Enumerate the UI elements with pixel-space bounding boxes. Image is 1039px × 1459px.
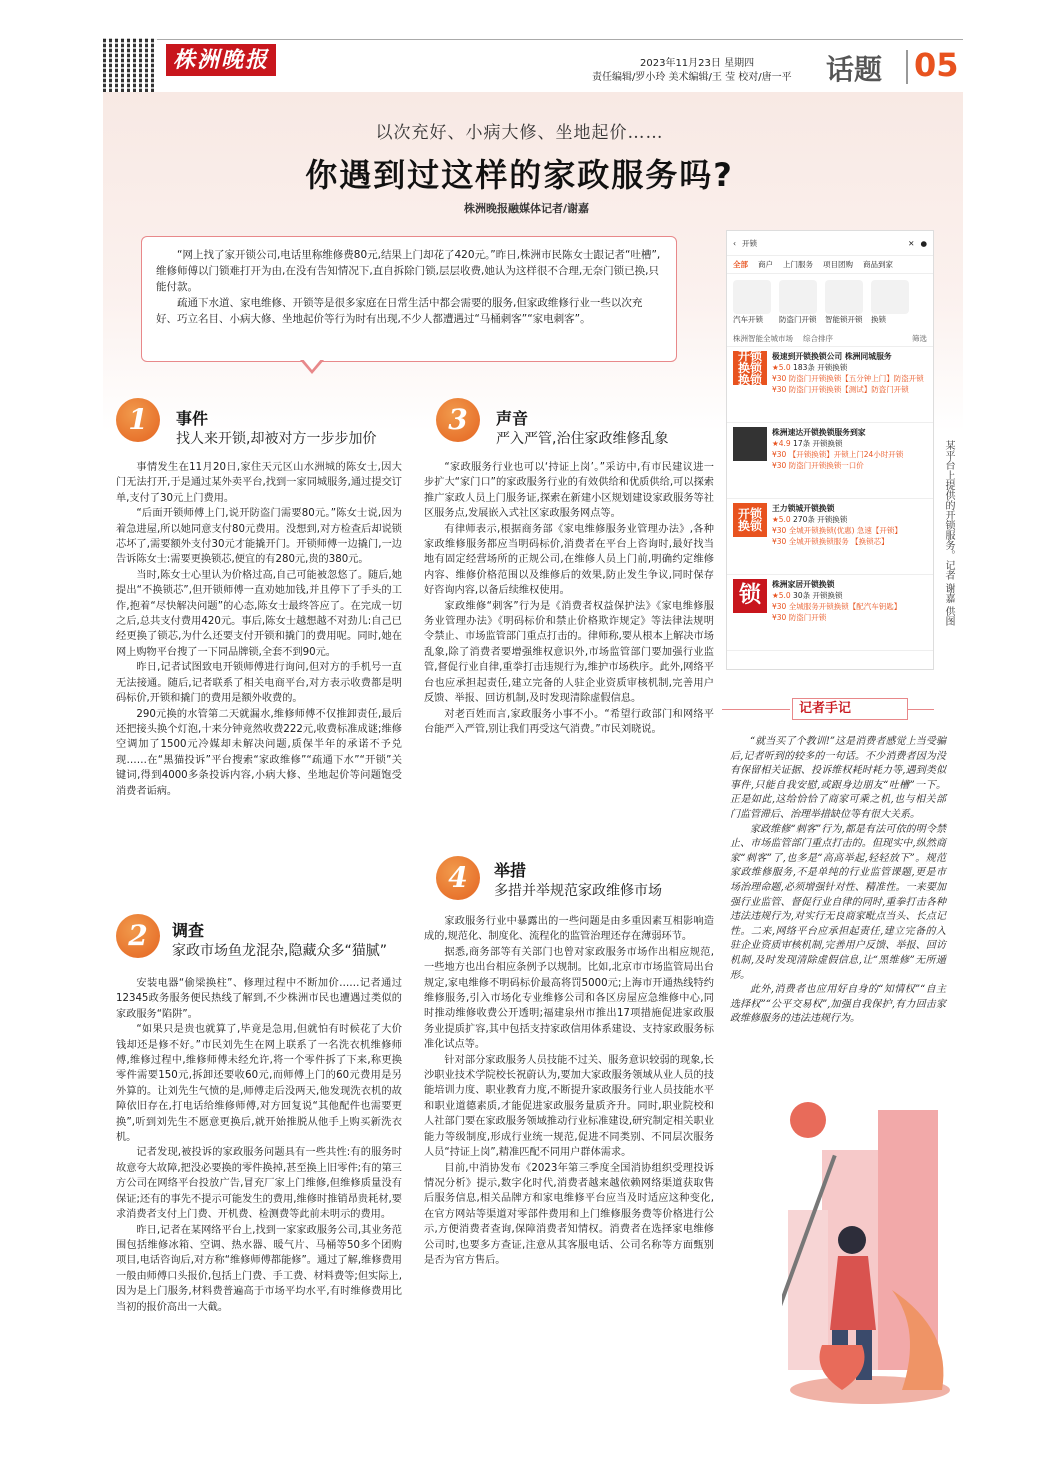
phone-tabs bbox=[727, 256, 933, 274]
section-name: 话题 bbox=[826, 53, 883, 86]
phone-category-row bbox=[727, 274, 933, 331]
phone-category: 防盗门开锁 bbox=[779, 280, 817, 325]
phone-shop-item: 开锁 换锁 王力锁城开锁换锁 ★5.0 270条 开锁换锁 ¥30 全城开锁换锁(优惠) 急速【开锁】 ¥30 全城开锁换锁服务 【换锁芯】 bbox=[727, 499, 933, 575]
section-body bbox=[116, 460, 402, 799]
section-body bbox=[424, 460, 714, 737]
section-title: 调查 bbox=[172, 921, 205, 940]
notes-title: 记者手记 bbox=[792, 698, 908, 720]
phone-tab: 商品到家 bbox=[863, 260, 893, 269]
kicker: 以次充好、小病大修、坐地起价…… bbox=[375, 123, 664, 143]
header-divider bbox=[906, 50, 908, 84]
lock-icon bbox=[733, 280, 771, 314]
close-icon: ✕ bbox=[908, 238, 915, 248]
notes-rule bbox=[908, 709, 934, 710]
paragraph: “家政服务行业也可以‘持证上岗’。”采访中,有市民建议进一步扩大“家门口”的家政服务行业的有效供给和优质供给,可以探索推广家政人员上门服务证,探索在新建小区规划建设家政服务等社区服务点,发展嵌入式社区家政服务网点等。 bbox=[424, 462, 714, 520]
paragraph: 家政服务行业中暴露出的一些问题是由多重因素互相影响造成的,规范化、制度化、流程化的监管治理还存在薄弱环节。 bbox=[424, 916, 714, 943]
phone-shop-item: 开锁 换锁换锁 极速到开锁换锁公司 株洲同城服务 ★5.0 183条 开锁换锁 ¥30 防盗门开锁换锁【五分钟上门】防盗开锁 ¥30 防盗门开锁换锁【测试】防盗门开锁 bbox=[727, 347, 933, 423]
phone-category: 汽车开锁 bbox=[733, 280, 771, 325]
paragraph: 290元换的水管第二天就漏水,维修师傅不仅推卸责任,最后还把接头换个灯泡,十来分钟竟然收费222元,收费标准成谜;维修空调加了1500元冷媒却未解决问题,质保半年的承诺不予兑现……在“黑猫投诉”平台搜索“家政维修”“疏通下水”“开锁”关键词,得到4000多条投诉内容,小病大修、坐地起价等问题饱受消费者诟病。 bbox=[116, 708, 402, 797]
paragraph: 有律师表示,根据商务部《家电维修服务业管理办法》,各种家政维修服务都应当明码标价,消费者在平台上咨询时,最好找当地有固定经营场所的正规公司,在维修人员上门前,明确约定维修内容、维修价格范围以及维修后的效果,防止发生争议,同时保存好咨询内容,以备后续维权使用。 bbox=[424, 523, 714, 597]
phone-tab: 全部 bbox=[733, 260, 748, 269]
section-number-badge: 1 bbox=[116, 398, 160, 442]
section-body bbox=[424, 914, 714, 1268]
qr-code bbox=[103, 38, 157, 92]
worker-body bbox=[830, 1256, 876, 1330]
issue-date: 2023年11月23日 星期四 bbox=[640, 58, 755, 69]
lead-box bbox=[141, 236, 677, 362]
user-icon: ● bbox=[920, 238, 927, 248]
paragraph: 安装电器“偷梁换柱”、修理过程中不断加价……记者通过12345政务服务便民热线了解到,不少株洲市民也遭遇过类似的家政服务“陷阱”。 bbox=[116, 978, 402, 1020]
paragraph: 此外,消费者也应用好自身的“知情权”“自主选择权”“公平交易权”,加强自我保护,有力回击家政维修服务的违法违规行为。 bbox=[730, 984, 946, 1025]
phone-screenshot bbox=[726, 230, 934, 670]
section-number-badge: 4 bbox=[436, 856, 480, 900]
lock-icon bbox=[825, 280, 863, 314]
section-subtitle: 找人来开锁,却被对方一步步加价 bbox=[176, 431, 377, 447]
phone-tab: 项目团购 bbox=[823, 260, 853, 269]
paragraph: 家政维修“刺客”行为是《消费者权益保护法》《家电维修服务业管理办法》《明码标价和禁止价格欺诈规定》等法律法规明令禁止、市场监管部门重点打击的。律师称,要从根本上解决市场乱象,除了消费者要增强维权意识外,市场监管部门要加强行业监管,督促行业自律,重拳打击违规行为,维护市场秩序。此外,网络平台也应承担起责任,建立完备的人驻企业资质审核机制,完善用户反馈、举报、回访机制,及时发现清除虚假信息。 bbox=[424, 600, 714, 705]
back-arrow-icon: ‹ bbox=[733, 238, 736, 248]
reporter-notes bbox=[730, 735, 946, 1027]
phone-tab: 商户 bbox=[758, 260, 773, 269]
section-body bbox=[116, 976, 402, 1315]
phone-search-text: 开锁 bbox=[742, 238, 757, 248]
notes-rule bbox=[722, 709, 790, 710]
section-subtitle: 家政市场鱼龙混杂,隐藏众多“猫腻” bbox=[172, 943, 387, 959]
phone-tab: 上门服务 bbox=[783, 260, 813, 269]
shop-thumbnail: 开锁 换锁 bbox=[733, 503, 767, 537]
repair-worker-illustration bbox=[782, 1090, 958, 1406]
paragraph: 目前,中消协发布《2023年第三季度全国消协组织受理投诉情况分析》提示,数字化时代,消费者越来越依赖网络渠道获取售后服务信息,相关品牌方和家电维修平台应当及时适应这种变化,在官方网站等渠道对零部件费用和上门维修服务费等价格进行公示,方便消费者查询,保障消费者知情权。消费者在选择家电维修公司时,也要多方查证,注意从其客服电话、公司名称等方面甄别是否为官方售后。 bbox=[424, 1162, 714, 1266]
paragraph: 当时,陈女士心里认为价格过高,自己可能被忽悠了。随后,她提出“不换锁芯”,但开锁师傅一直劝她加钱,并且停下了手头的工作,抱着“尽快解决问题”的心态,陈女士最终答应了。在完成一切之后,总共支付费用420元。事后,陈女士越想越不对劲儿:自己已经更换了锁芯,为什么还要支付开锁和撬门的费用呢。同时,她在网上购物平台搜了一下同品牌锁,全套不到90元。 bbox=[116, 569, 402, 658]
phone-search-bar bbox=[727, 231, 933, 256]
byline: 株洲晚报融媒体记者/谢嘉 bbox=[464, 202, 590, 215]
paragraph: 家政维修“刺客”行为,都是有法可依的明令禁止、市场监管部门重点打击的。但现实中,纵然商家“刺客”了,也多是“高高举起,轻轻放下”。规范家政维修服务,不是单纯的行业监管课题,更是市场治理命题,必须增强针对性、精准性。一来要加强行业监管、督促行业自律的同时,重拳打击各种违法违规行为,对实行无良商家毗点当头、长点记性。二来,网络平台应承担起责任,建立完备的入驻企业资质审核机制,完善用户反馈、举报、回访机制,及时发现清除虚假信息,让“黑维修”无所遁形。 bbox=[730, 823, 946, 981]
paragraph: “如果只是贵也就算了,毕竟是急用,但就怕有时候花了大价钱却还是修不好。”市民刘先生在网上联系了一名洗衣机维修师傅,维修过程中,维修师傅未经允许,将一个零件拆了下来,称更换零件需要150元,拆卸还要收60元,而师傅上门的60元费用是另外算的。让刘先生气愤的是,师傅走后没两天,他发现洗衣机的故障依旧存在,打电话给维修师傅,对方回复说“其他配件也需要更换”,听到刘先生不愿意更换后,就开始推脱从他手上购买新洗衣机。 bbox=[116, 1024, 402, 1144]
section-subtitle: 多措并举规范家政维修市场 bbox=[494, 883, 662, 899]
paragraph: “就当买了个教训!”这是消费者感觉上当受骗后,记者听到的较多的一句话。不少消费者因为没有保留相关证据、投诉维权耗时耗力等,遇到类似事件,只能自我安慰,或跟身边朋友“吐槽”一下。正是如此,这给恰恰了商家可乘之机,也与相关部门监管滞后、治理举措缺位等有很大关系。 bbox=[730, 736, 946, 820]
speech-bubble-tail bbox=[300, 360, 324, 374]
page-number: 05 bbox=[914, 46, 959, 84]
worker-head bbox=[838, 1226, 866, 1254]
lead-paragraph: 疏通下水道、家电维修、开锁等是很多家庭在日常生活中都会需要的服务,但家政维修行业一些以次充好、巧立名目、小病大修、坐地起价等行为时有出现,不少人都遭遇过“马桶刺客”“家电刺客”。 bbox=[156, 297, 643, 325]
paragraph: 对老百姓而言,家政服务小事不小。“希望行政部门和网络平台能严入严管,别让我们再受这气消费。”市民刘晓说。 bbox=[424, 708, 714, 735]
photo-caption: 某平台上提供的开锁服务。记者 谢嘉 供图 bbox=[943, 440, 954, 627]
paragraph: 针对部分家政服务人员技能不过关、服务意识较弱的现象,长沙职业技术学院校长祝蔚认为,要加大家政服务领域从业人员的技能培训力度、职业教育力度,不断提升家政服务行业人员技能水平和职业道德素质,才能促进家政服务量质齐升。同时,职业院校和人社部门要在家政服务领域推动行业标准建设,研究制定相关职业能力等级制度,形成行业统一规范,促进不同类别、不同层次服务人员“持证上岗”,精准匹配不同用户群体需求。 bbox=[424, 1054, 714, 1159]
shop-thumbnail: 锁 bbox=[733, 579, 767, 613]
phone-shop-item: 株洲速达开锁换锁服务到家 ★4.9 17条 开锁换锁 ¥30 【开锁换锁】开锁上门24小时开锁 ¥30 防盗门开锁换锁一口价 bbox=[727, 423, 933, 499]
phone-shop-item: 锁 株洲家居开锁换锁 ★5.0 30条 开锁换锁 ¥30 全城服务开锁换锁【配汽车钥匙】 ¥30 防盗门开锁 bbox=[727, 575, 933, 651]
lock-icon bbox=[871, 280, 909, 314]
section-title: 事件 bbox=[176, 409, 209, 428]
shop-thumbnail: 开锁 换锁换锁 bbox=[733, 351, 767, 385]
newspaper-logo: 株洲晚报 bbox=[166, 44, 276, 76]
section-title: 声音 bbox=[496, 409, 529, 428]
shop-thumbnail bbox=[733, 427, 767, 461]
paragraph: 昨日,记者在某网络平台上,找到一家家政服务公司,其业务范围包括维修冰箱、空调、热水器、暖气片、马桶等50多个团购项目,电话咨询后,对方称“维修师傅都能修”。通过了解,维修费用一般由师傅口头报价,包括上门费、手工费、材料费等;但实际上,因为是上门服务,材料费普遍高于市场平均水平,有时维修费用比当初的报价高出一大截。 bbox=[116, 1224, 402, 1313]
paragraph: 事情发生在11月20日,家住天元区山水洲城的陈女士,因大门无法打开,于是通过某外卖平台,找到一家同城服务,通过提交订单,支付了30元上门费用。 bbox=[116, 462, 402, 504]
lock-icon bbox=[779, 280, 817, 314]
section-subtitle: 严入严管,治住家政维修乱象 bbox=[496, 431, 669, 447]
paragraph: 据悉,商务部等有关部门也曾对家政服务市场作出相应规范,一些地方也出台相应条例予以规制。比如,北京市市场监管局出台规定,家电维修不明码标价最高将罚5000元;上海市开通热线特约维修服务,引入市场化专业维修公司和各区房屋应急维修中心,同时推动维修收费公开透明;福建泉州市推出17项措施促进家政服务业提质扩容,其中包括支持家政信用体系建设、支持家政服务标准化试点等。 bbox=[424, 946, 714, 1051]
section-number-badge: 3 bbox=[436, 398, 480, 442]
sun-shape bbox=[790, 1102, 826, 1138]
paragraph: 昨日,记者试图致电开锁师傅进行询问,但对方的手机号一直无法接通。随后,记者联系了相关电商平台,对方表示收费都是明码标价,开锁和撬门的费用是额外收费的。 bbox=[116, 662, 402, 705]
phone-filter-bar: 株洲智能全城市场 综合排序 筛选 bbox=[727, 331, 933, 347]
lead-paragraph: “网上找了家开锁公司,电话里称维修费80元,结果上门却花了420元。”昨日,株洲市民陈女士跟记者“吐槽”,维修师傅以门锁难打开为由,在没有告知情况下,直自拆除门锁,层层收费,她认为这样很不合理,无奈门锁已换,只能付款。 bbox=[156, 249, 661, 293]
section-title: 举措 bbox=[494, 861, 527, 880]
header-rule bbox=[103, 39, 963, 40]
editor-credits: 责任编辑/罗小玲 美术编辑/王 莹 校对/唐一平 bbox=[592, 72, 792, 83]
headline: 你遇到过这样的家政服务吗? bbox=[305, 156, 734, 194]
paragraph: “后面开锁师傅上门,说开防盗门需要80元。”陈女士说,因为着急进屋,所以她同意支付80元费用。没想到,对方检查后却说锁芯坏了,需要额外支付30元才能撬开门。开锁师傅一边撬门,一边告诉陈女士:需要更换锁芯,便宜的有280元,贵的380元。 bbox=[116, 508, 402, 566]
paragraph: 记者发现,被投诉的家政服务问题具有一些共性:有的服务时故意夸大故障,把没必要换的零件换掉,甚至换上旧零件;有的第三方公司在网络平台投放广告,冒充厂家上门维修,但维修质量没有保证;还有的事先不提示可能发生的费用,维修时推销昂贵耗材,要求消费者支付上门费、开机费、检测费等此前未明示的费用。 bbox=[116, 1147, 402, 1221]
section-number-badge: 2 bbox=[116, 914, 160, 958]
phone-category: 换锁 bbox=[871, 280, 909, 325]
phone-category: 智能锁开锁 bbox=[825, 280, 863, 325]
